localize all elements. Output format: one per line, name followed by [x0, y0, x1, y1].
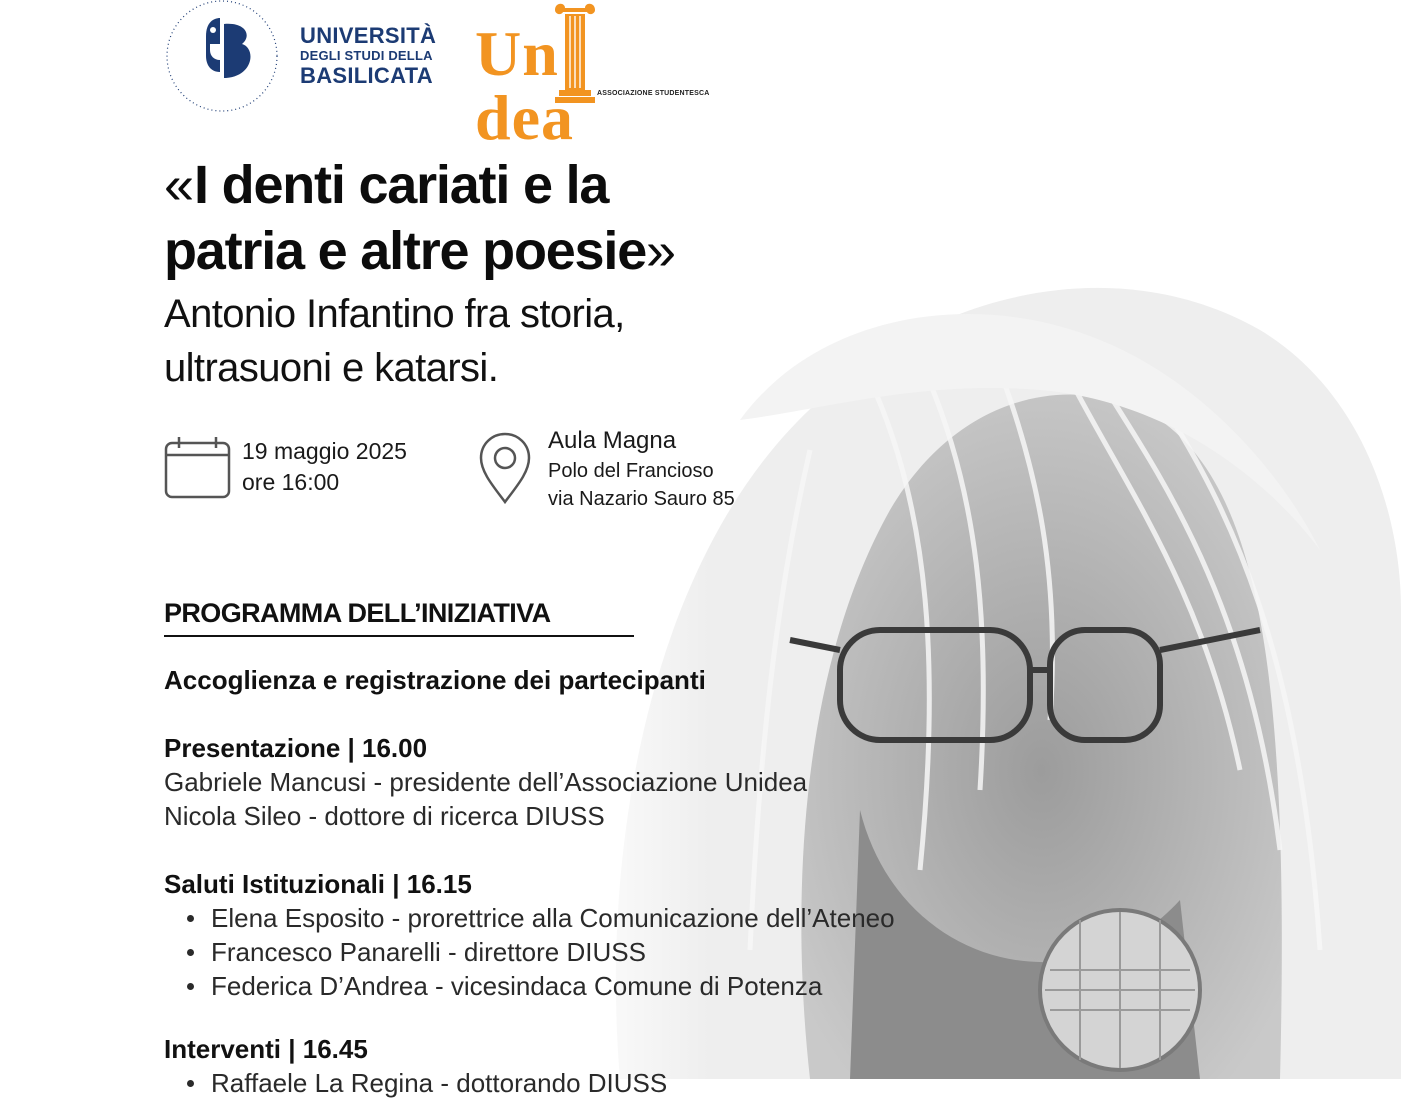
- presentation-speaker: Nicola Sileo - dottore di ricerca DIUSS: [164, 801, 605, 831]
- program-heading-underline: [164, 635, 634, 637]
- event-address: via Nazario Sauro 85: [548, 488, 735, 510]
- event-venue: Aula Magna: [548, 427, 677, 454]
- title-line-2: patria e altre poesie: [164, 221, 647, 281]
- unidea-subtitle: ASSOCIAZIONE STUDENTESCA: [597, 90, 710, 97]
- title-close-quote: »: [646, 221, 677, 281]
- greetings-item: Elena Esposito - prorettrice alla Comunicazione dell’Ateneo: [211, 901, 1084, 935]
- presentation-heading: Presentazione | 16.00: [164, 733, 428, 763]
- event-time: ore 16:00: [242, 469, 340, 495]
- unidea-logo: [475, 0, 710, 153]
- unibas-seal-logo: [162, 0, 280, 116]
- greetings-item: Federica D’Andrea - vicesindaca Comune di Potenza: [211, 969, 1084, 1003]
- talks-list: [164, 1066, 1084, 1100]
- event-datetime: [242, 436, 407, 498]
- unibas-line-2: DEGLI STUDI DELLA: [300, 48, 433, 64]
- program-heading: PROGRAMMA DELL’INIZIATIVA: [164, 598, 551, 628]
- greetings-heading: Saluti Istituzionali | 16.15: [164, 869, 472, 899]
- unibas-line-1: UNIVERSITÀ: [300, 23, 437, 48]
- poster-title: [164, 152, 784, 284]
- talks-item: Raffaele La Regina - dottorando DIUSS: [211, 1066, 1084, 1100]
- event-date: 19 maggio 2025: [242, 438, 407, 464]
- calendar-icon: [164, 436, 231, 499]
- unibas-line-3: BASILICATA: [300, 62, 433, 88]
- program-list: [164, 663, 1084, 1100]
- title-line-1: I denti cariati e la: [194, 155, 609, 215]
- presentation-speaker: Gabriele Mancusi - presidente dell’Associazione Unidea: [164, 767, 808, 797]
- event-building: Polo del Francioso: [548, 460, 714, 482]
- unibas-wordmark: [300, 24, 436, 87]
- greetings-list: [164, 901, 1084, 1003]
- talks-heading: Interventi | 16.45: [164, 1034, 368, 1064]
- logo-bar: [160, 0, 720, 153]
- unidea-wordmark: Undea: [475, 18, 574, 153]
- location-pin-icon: [478, 432, 532, 504]
- subtitle-line-2: ultrasuoni e katarsi.: [164, 346, 499, 390]
- subtitle-line-1: Antonio Infantino fra storia,: [164, 292, 625, 336]
- greetings-item: Francesco Panarelli - direttore DIUSS: [211, 935, 1084, 969]
- event-location: [548, 425, 735, 513]
- program-welcome: Accoglienza e registrazione dei partecipanti: [164, 665, 706, 695]
- title-open-quote: «: [164, 155, 195, 215]
- poster-subtitle: [164, 287, 804, 395]
